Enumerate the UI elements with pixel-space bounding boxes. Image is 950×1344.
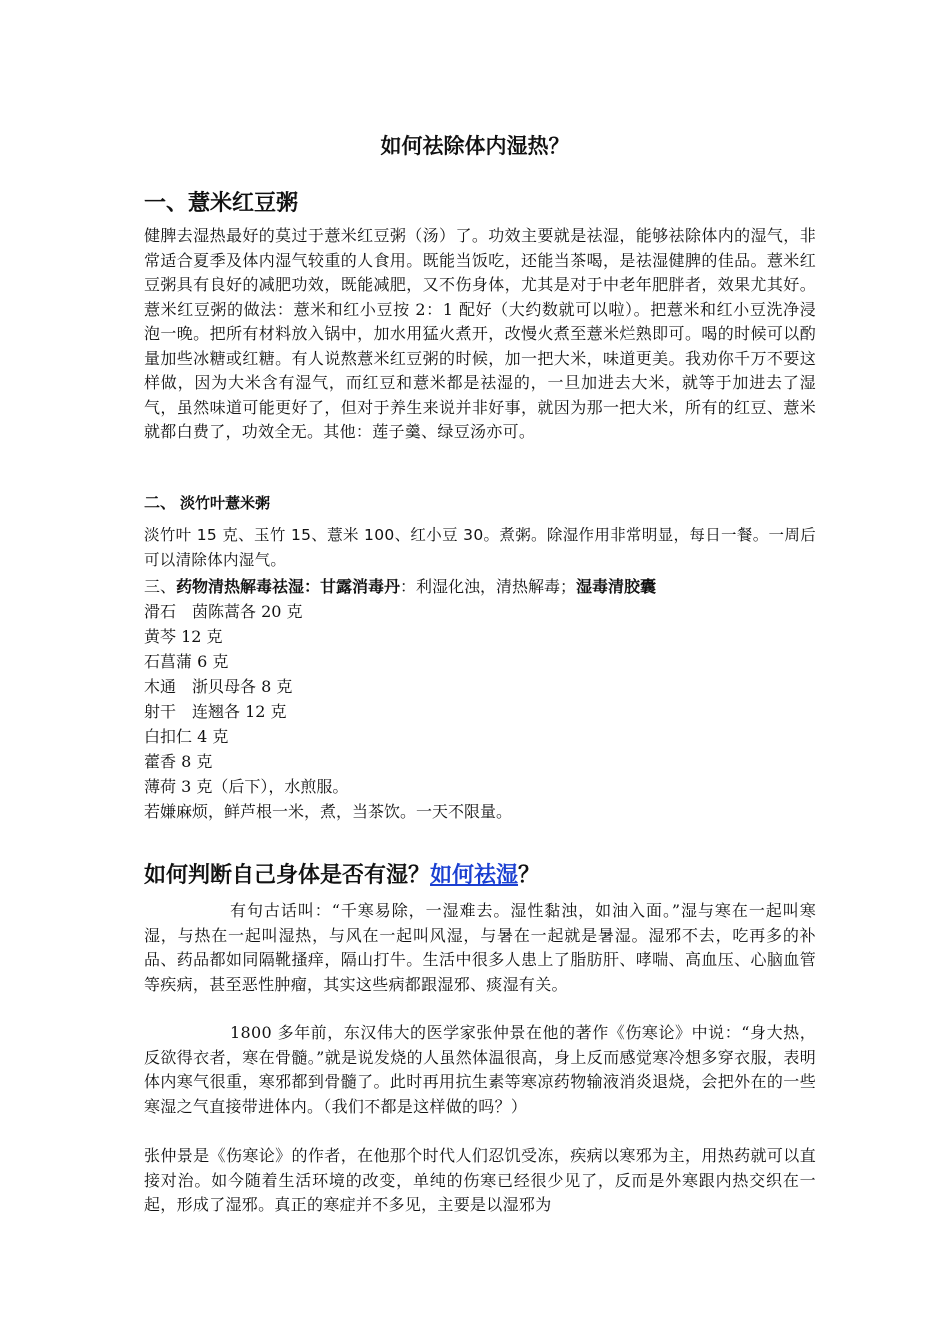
- section-3-bold-2: 湿毒清胶囊: [576, 577, 657, 596]
- section-1-heading: 一、薏米红豆粥: [144, 191, 299, 216]
- section-3-bold-1: 药物清热解毒祛湿：甘露消毒丹: [176, 577, 401, 596]
- section-2-title: 淡竹叶薏米粥: [180, 494, 271, 512]
- herb-item: 若嫌麻烦，鲜芦根一米，煮，当茶饮。一天不限量。: [144, 802, 513, 821]
- section-3-mid: ：利湿化浊，清热解毒；: [400, 577, 577, 596]
- herb-item: 木通 浙贝母各 8 克: [144, 677, 293, 696]
- herb-item: 薄荷 3 克（后下），水煎服。: [144, 777, 349, 796]
- paragraph-3: 张仲景是《伤寒论》的作者，在他那个时代人们忍饥受冻，疾病以寒邪为主，用热药就可以直接对治。如今随着生活环境的改变，单纯的伤寒已经很少见了，反而是外寒跟内热交织在一起，形成了湿邪。真正的寒症并不多见，主要是以湿邪为: [144, 1146, 816, 1214]
- herb-item: 射干 连翘各 12 克: [144, 702, 287, 721]
- herb-item: 滑石 茵陈蒿各 20 克: [144, 602, 303, 621]
- section-1-body: 健脾去湿热最好的莫过于薏米红豆粥（汤）了。功效主要就是祛湿，能够祛除体内的湿气，非常适合夏季及体内湿气较重的人食用。既能当饭吃，还能当茶喝，是祛湿健脾的佳品。薏米红豆粥具有良好的减肥功效，既能减肥，又不伤身体，尤其是对于中老年肥胖者，效果尤其好。薏米红豆粥的做法：薏米和红小豆按 2：1 配好（大约数就可以啦）。把薏米和红小豆洗净浸泡一晚。把所有材料放入锅中，加水用猛火煮开，改慢火煮至薏米烂熟即可。喝的时候可以酌量加些冰糖或红糖。有人说熬薏米红豆粥的时候，加一把大米，味道更美。我劝你千万不要这样做，因为大米含有湿气，而红豆和薏米都是祛湿的，一旦加进去大米，就等于加进去了湿气，虽然味道可能更好了，但对于养生来说并非好事，就因为那一把大米，所有的红豆、薏米就都白费了，功效全无。其他：莲子羹、绿豆汤亦可。: [144, 226, 816, 441]
- section-3-prefix: 三、: [144, 577, 177, 596]
- section-2-heading: [144, 490, 270, 513]
- herb-item: 黄芩 12 克: [144, 627, 223, 646]
- how-to-remove-dampness-link[interactable]: 如何祛湿: [430, 863, 519, 888]
- section-2-number: 二、: [144, 493, 177, 512]
- section-4-heading-text: 如何判断自己身体是否有湿？: [144, 863, 431, 888]
- section-3-line: [144, 575, 656, 600]
- paragraph-1: 有句古话叫：“千寒易除，一湿难去。湿性黏浊，如油入面。”湿与寒在一起叫寒湿，与热在一起叫湿热，与风在一起叫风湿，与暑在一起就是暑湿。湿邪不去，吃再多的补品、药品都如同隔靴搔痒，隔山打牛。生活中很多人患上了脂肪肝、哮喘、高血压、心脑血管等疾病，甚至恶性肿瘤，其实这些病都跟湿邪、痰湿有关。: [144, 901, 816, 994]
- herb-item: 石菖蒲 6 克: [144, 652, 229, 671]
- paragraph-2: 1800 多年前，东汉伟大的医学家张仲景在他的著作《伤寒论》中说：“身大热，反欲得衣者，寒在骨髓。”就是说发烧的人虽然体温很高，身上反而感觉寒冷想多穿衣服，表明体内寒气很重，寒邪都到骨髓了。此时再用抗生素等寒凉药物输液消炎退烧，会把外在的一些寒湿之气直接带进体内。（我们不都是这样做的吗？）: [144, 1023, 816, 1116]
- section-4-heading: [144, 858, 540, 889]
- page-title: 如何祛除体内湿热？: [380, 134, 570, 158]
- herb-item: 白扣仁 4 克: [144, 727, 229, 746]
- herb-item: 藿香 8 克: [144, 752, 213, 771]
- section-4-heading-qmark: ？: [518, 863, 541, 888]
- section-2-body: 淡竹叶 15 克、玉竹 15、薏米 100、红小豆 30。煮粥。除湿作用非常明显，每日一餐。一周后可以清除体内湿气。: [144, 526, 816, 569]
